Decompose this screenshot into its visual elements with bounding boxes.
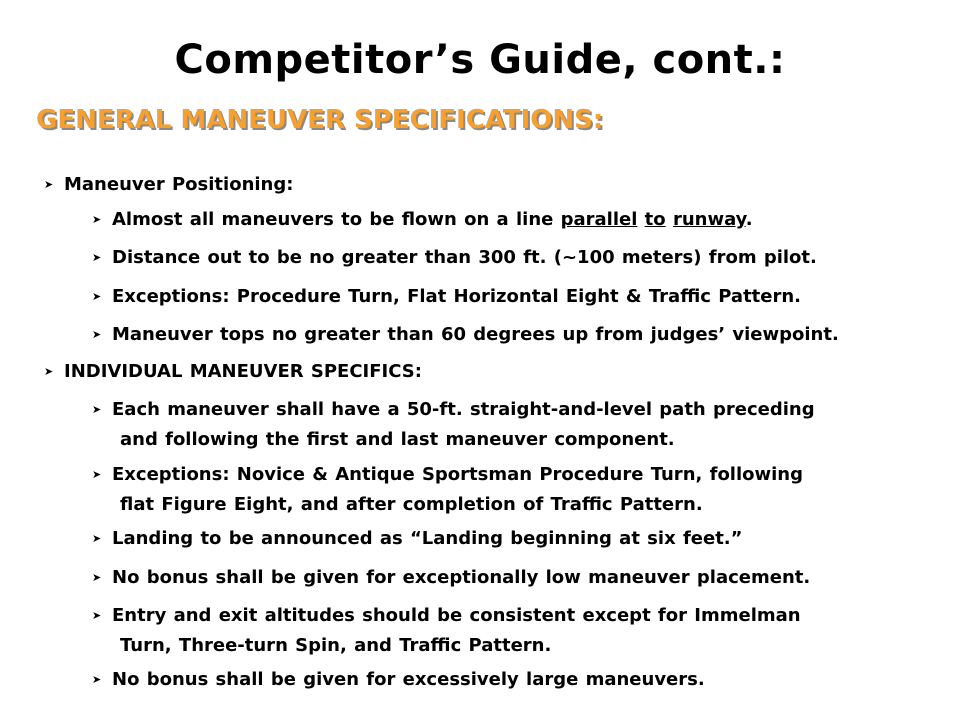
bullet-text: . xyxy=(745,209,753,230)
bullet-text: Exceptions: Novice & Antique Sportsman Procedure Turn, following xyxy=(112,464,804,485)
bullet-text-continued: Turn, Three-turn Spin, and Traffic Pattern. xyxy=(120,635,552,656)
bullet-text-continued: and following the first and last maneuver component. xyxy=(120,429,675,450)
bullet-text: No bonus shall be given for excessively large maneuvers. xyxy=(112,669,705,690)
bullet-text: Maneuver Positioning: xyxy=(64,174,294,195)
arrow-right-icon: ➤ xyxy=(92,403,102,416)
bullet-maneuver-positioning xyxy=(44,170,293,200)
bullet-distance-out xyxy=(92,243,817,273)
arrow-right-icon: ➤ xyxy=(92,609,102,622)
bullet-text: Exceptions: Procedure Turn, Flat Horizontal Eight & Traffic Pattern. xyxy=(112,286,802,307)
bullet-text-continued: flat Figure Eight, and after completion of Traffic Pattern. xyxy=(120,494,703,515)
arrow-right-icon: ➤ xyxy=(44,365,54,378)
bullet-text: No bonus shall be given for exceptionally low maneuver placement. xyxy=(112,567,811,588)
arrow-right-icon: ➤ xyxy=(92,213,102,226)
arrow-right-icon: ➤ xyxy=(92,532,102,545)
arrow-right-icon: ➤ xyxy=(92,290,102,303)
bullet-entry-exit xyxy=(92,601,801,661)
bullet-exceptions-2 xyxy=(92,460,803,520)
underlined-word: runway xyxy=(672,209,746,230)
bullet-text: Maneuver tops no greater than 60 degrees up from judges’ viewpoint. xyxy=(112,324,839,345)
bullet-maneuver-tops xyxy=(92,320,839,350)
arrow-right-icon: ➤ xyxy=(92,571,102,584)
bullet-50ft-path xyxy=(92,395,815,455)
bullet-no-bonus-large xyxy=(92,665,705,695)
bullet-exceptions-1 xyxy=(92,282,801,312)
slide-title: Competitor’s Guide, cont.: xyxy=(174,37,786,83)
bullet-text: Each maneuver shall have a 50-ft. straight-and-level path preceding xyxy=(112,399,815,420)
arrow-right-icon: ➤ xyxy=(92,328,102,341)
bullet-individual-specifics xyxy=(44,357,422,387)
bullet-text: Entry and exit altitudes should be consistent except for Immelman xyxy=(112,605,801,626)
bullet-text: Landing to be announced as “Landing beginning at six feet.” xyxy=(112,528,743,549)
bullet-landing xyxy=(92,524,742,554)
bullet-no-bonus-low xyxy=(92,563,810,593)
bullet-text: Distance out to be no greater than 300 ft. (~100 meters) from pilot. xyxy=(112,247,817,268)
arrow-right-icon: ➤ xyxy=(92,468,102,481)
arrow-right-icon: ➤ xyxy=(44,178,54,191)
underlined-word: to xyxy=(644,209,666,230)
bullet-parallel-runway xyxy=(92,205,753,235)
bullet-text: INDIVIDUAL MANEUVER SPECIFICS: xyxy=(64,361,422,382)
underlined-word: parallel xyxy=(560,209,638,230)
arrow-right-icon: ➤ xyxy=(92,673,102,686)
section-heading: GENERAL MANEUVER SPECIFICATIONS: xyxy=(36,105,604,135)
bullet-text: Almost all maneuvers to be flown on a line xyxy=(112,209,561,230)
arrow-right-icon: ➤ xyxy=(92,251,102,264)
